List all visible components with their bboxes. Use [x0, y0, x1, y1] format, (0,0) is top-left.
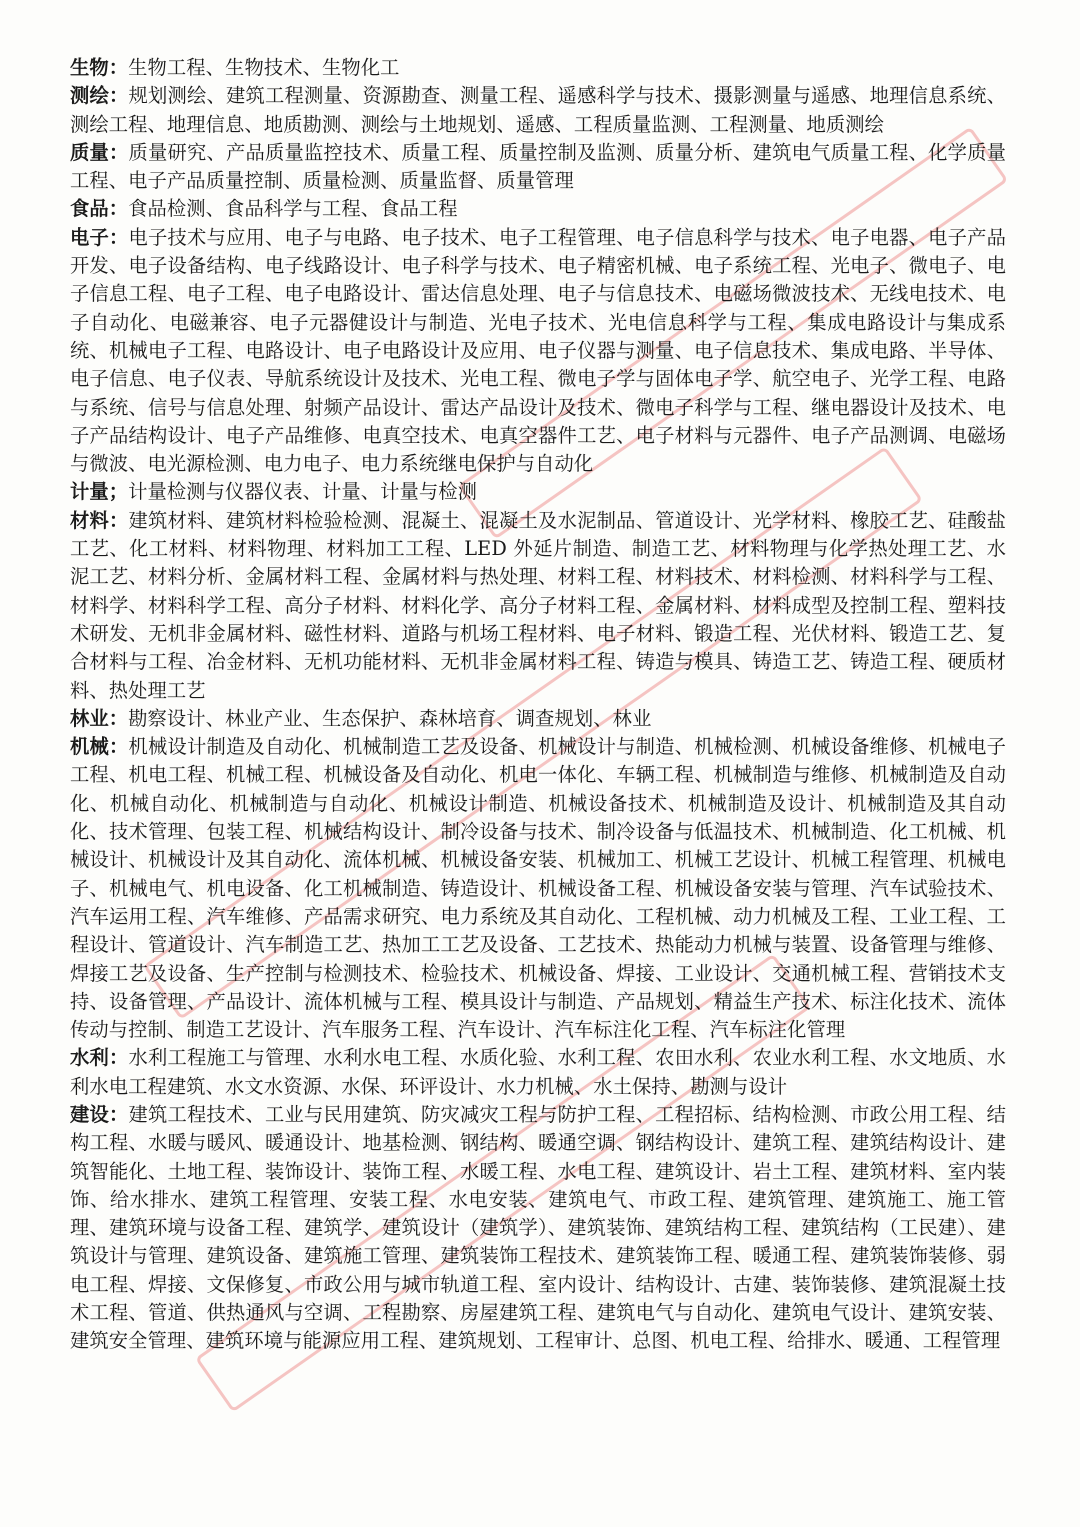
section-label: 生物：: [70, 56, 129, 79]
section-text: 生物工程、生物技术、生物化工: [128, 56, 400, 79]
section-materials: [70, 507, 1006, 705]
section-label: 质量：: [70, 140, 129, 164]
section-label: 建设：: [70, 1102, 129, 1126]
document-body: [70, 54, 1006, 1356]
section-electronics: [70, 224, 1006, 479]
section-text: 机械设计制造及自动化、机械制造工艺及设备、机械设计与制造、机械检测、机械设备维修、机械电子工程、机电工程、机械工程、机械设备及自动化、机电一体化、车辆工程、机械制造与维修、机械制造及自动化、机械自动化、机械制造与自动化、机械设计制造、机械设备技术、机械制造及设计、机械制造及其自动化、技术管理、包装工程、机械结构设计、制冷设备与技术、制冷设备与低温技术、机械制造、化工机械、机械设计、机械设计及其自动化、流体机械、机械设备安装、机械加工、机械工艺设计、机械工程管理、机械电子、机械电气、机电设备、化工机械制造、铸造设计、机械设备工程、机械设备安装与管理、汽车试验技术、汽车运用工程、汽车维修、产品需求研究、电力系统及其自动化、工程机械、动力机械及工程、工业工程、工程设计、管道设计、汽车制造工艺、热加工工艺及设备、工艺技术、热能动力机械与装置、设备管理与维修、焊接工艺及设备、生产控制与检测技术、检验技术、机械设备、焊接、工业设计、交通机械工程、营销技术支持、设备管理、产品设计、流体机械与工程、模具设计与制造、产品规划、精益生产技术、标注化技术、流体传动与控制、制造工艺设计、汽车服务工程、汽车设计、汽车标注化工程、汽车标注化管理: [70, 735, 1006, 1042]
section-text: 质量研究、产品质量监控技术、质量工程、质量控制及监测、质量分析、建筑电气质量工程、化学质量工程、电子产品质量控制、质量检测、质量监督、质量管理: [70, 140, 1006, 193]
section-construction: [70, 1101, 1006, 1356]
section-food: [70, 195, 1006, 223]
section-biology: [70, 54, 1006, 82]
section-text: 规划测绘、建筑工程测量、资源勘查、测量工程、遥感科学与技术、摄影测量与遥感、地理信息系统、测绘工程、地理信息、地质勘测、测绘与土地规划、遥感、工程质量监测、工程测量、地质测绘: [70, 84, 1006, 136]
section-machinery: [70, 733, 1006, 1044]
section-text: 勘察设计、林业产业、生态保护、森林培育、调查规划、林业: [128, 706, 652, 730]
section-label: 测绘：: [70, 84, 129, 108]
section-text: 计量检测与仪器仪表、计量、计量与检测: [128, 480, 478, 504]
section-label: 计量；: [70, 480, 129, 504]
section-label: 林业：: [70, 706, 129, 730]
section-label: 电子：: [70, 225, 129, 249]
section-label: 材料：: [70, 508, 129, 532]
section-quality: [70, 139, 1006, 196]
section-text: 建筑工程技术、工业与民用建筑、防灾减灾工程与防护工程、工程招标、结构检测、市政公用工程、结构工程、水暖与暖风、暖通设计、地基检测、钢结构、暖通空调、钢结构设计、建筑工程、建筑结构设计、建筑智能化、土地工程、装饰设计、装饰工程、水暖工程、水电工程、建筑设计、岩土工程、建筑材料、室内装饰、给水排水、建筑工程管理、安装工程、水电安装、建筑电气、市政工程、建筑管理、建筑施工、施工管理、建筑环境与设备工程、建筑学、建筑设计（建筑学）、建筑装饰、建筑结构工程、建筑结构（工民建）、建筑设计与管理、建筑设备、建筑施工管理、建筑装饰工程技术、建筑装饰工程、暖通工程、建筑装饰装修、弱电工程、焊接、文保修复、市政公用与城市轨道工程、室内设计、结构设计、古建、装饰装修、建筑混凝土技术工程、管道、供热通风与空调、工程勘察、房屋建筑工程、建筑电气与自动化、建筑电气设计、建筑安装、建筑安全管理、建筑环境与能源应用工程、建筑规划、工程审计、总图、机电工程、给排水、暖通、工程管理: [70, 1102, 1006, 1353]
section-text: 电子技术与应用、电子与电路、电子技术、电子工程管理、电子信息科学与技术、电子电器、电子产品开发、电子设备结构、电子线路设计、电子科学与技术、电子精密机械、电子系统工程、光电子、微电子、电子信息工程、电子工程、电子电路设计、雷达信息处理、电子与信息技术、电磁场微波技术、无线电技术、电子自动化、电磁兼容、电子元器健设计与制造、光电子技术、光电信息科学与工程、集成电路设计与集成系统、机械电子工程、电路设计、电子电路设计及应用、电子仪器与测量、电子信息技术、集成电路、半导体、电子信息、电子仪表、导航系统设计及技术、光电工程、微电子学与固体电子学、航空电子、光学工程、电路与系统、信号与信息处理、射频产品设计、雷达产品设计及技术、微电子科学与工程、继电器设计及技术、电子产品结构设计、电子产品维修、电真空技术、电真空器件工艺、电子材料与元器件、电子产品测调、电磁场与微波、电光源检测、电力电子、电力系统继电保护与自动化: [70, 225, 1006, 476]
section-text: 水利工程施工与管理、水利水电工程、水质化验、水利工程、农田水利、农业水利工程、水文地质、水利水电工程建筑、水文水资源、水保、环评设计、水力机械、水土保持、勘测与设计: [70, 1046, 1006, 1098]
section-text: 食品检测、食品科学与工程、食品工程: [128, 197, 458, 221]
section-surveying: [70, 82, 1006, 139]
section-label: 水利：: [70, 1046, 129, 1070]
section-label: 机械：: [70, 735, 129, 759]
section-water-conservancy: [70, 1044, 1006, 1101]
section-metrology: [70, 478, 1006, 506]
section-forestry: [70, 705, 1006, 733]
section-label: 食品：: [70, 197, 129, 221]
section-text: 建筑材料、建筑材料检验检测、混凝土、混凝土及水泥制品、管道设计、光学材料、橡胶工艺、硅酸盐工艺、化工材料、材料物理、材料加工工程、LED 外延片制造、制造工艺、材料物理与化学热处理工艺、水泥工艺、材料分析、金属材料工程、金属材料与热处理、材料工程、材料技术、材料检测、材料科学与工程、材料学、材料科学工程、高分子材料、材料化学、高分子材料工程、金属材料、材料成型及控制工程、塑料技术研发、无机非金属材料、磁性材料、道路与机场工程材料、电子材料、锻造工程、光伏材料、锻造工艺、复合材料与工程、冶金材料、无机功能材料、无机非金属材料工程、铸造与模具、铸造工艺、铸造工程、硬质材料、热处理工艺: [70, 508, 1006, 702]
